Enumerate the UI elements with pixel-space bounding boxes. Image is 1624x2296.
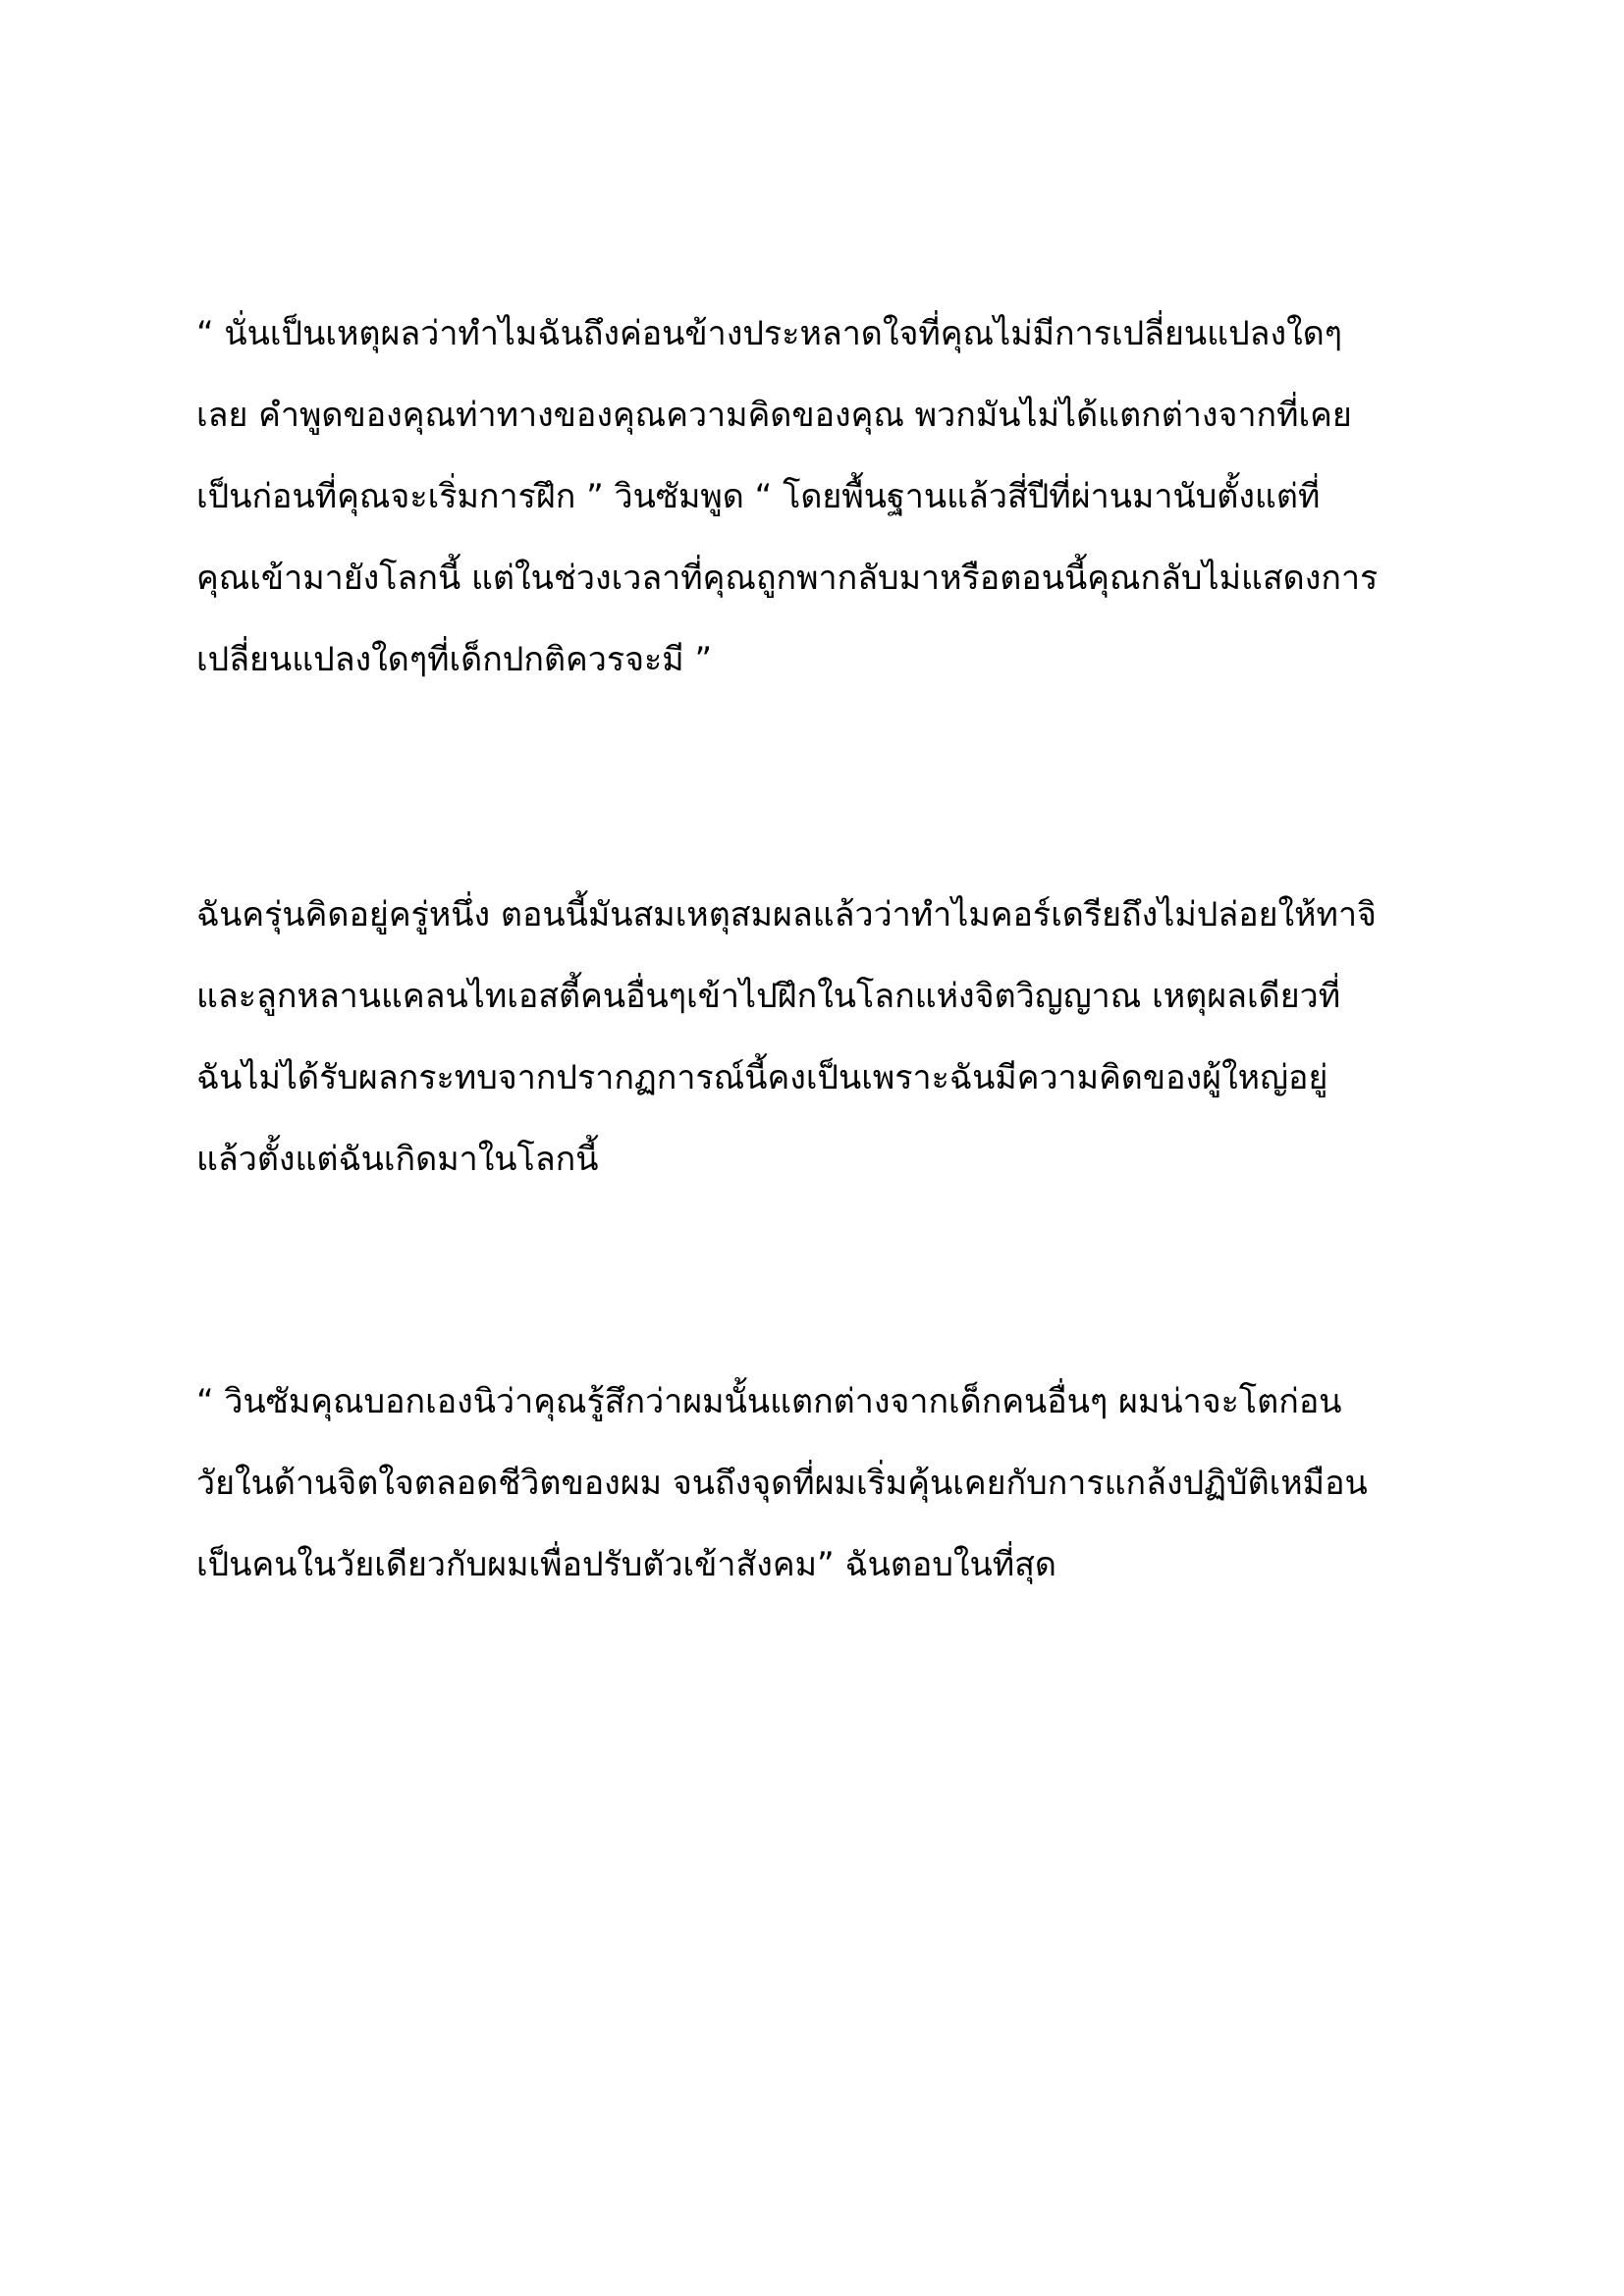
paragraph-line: วัยในด้านจิตใจตลอดชีวิตของผม จนถึงจุดที่ผมเริ่มคุ้นเคยกับการแกล้งปฏิบัติเหมือน [196,1464,1368,1503]
paragraph-line: “ นั่นเป็นเหตุผลว่าทำไมฉันถึงค่อนข้างประหลาดใจที่คุณไม่มีการเปลี่ยนแปลงใดๆ [196,314,1343,353]
paragraph-line: แล้วตั้งแต่ฉันเกิดมาในโลกนี้ [196,1140,599,1179]
paragraph-line: เป็นก่อนที่คุณจะเริ่มการฝึก ” วินซัมพูด “ โดยพื้นฐานแล้วสี่ปีที่ผ่านมานับตั้งแต่ที่ [196,477,1321,516]
paragraph-narration [196,875,1443,1201]
paragraph-line: ฉันครุ่นคิดอยู่ครู่หนึ่ง ตอนนี้มันสมเหตุสมผลแล้วว่าทำไมคอร์เดรียถึงไม่ปล่อยให้ทาจิ [196,895,1377,934]
paragraph-line: และลูกหลานแคลนไทเอสตี้คนอื่นๆเข้าไปฝึกในโลกแห่งจิตวิญญาณ เหตุผลเดียวที่ [196,977,1341,1016]
paragraph-dialogue-reply [196,1362,1443,1606]
paragraph-line: เป็นคนในวัยเดียวกับผมเพื่อปรับตัวเข้าสังคม” ฉันตอบในที่สุด [196,1545,1057,1584]
paragraph-dialogue-winsome [196,294,1443,701]
paragraph-line: “ วินซัมคุณบอกเองนิว่าคุณรู้สึกว่าผมนั้นแตกต่างจากเด็กคนอื่นๆ ผมน่าจะโตก่อน [196,1382,1342,1421]
paragraph-line: เปลี่ยนแปลงใดๆที่เด็กปกติควรจะมี ” [196,640,713,679]
paragraph-line: ฉันไม่ได้รับผลกระทบจากปรากฏการณ์นี้คงเป็นเพราะฉันมีความคิดของผู้ใหญ่อยู่ [196,1058,1328,1097]
paragraph-line: คุณเข้ามายังโลกนี้ แต่ในช่วงเวลาที่คุณถูกพากลับมาหรือตอนนี้คุณกลับไม่แสดงการ [196,559,1379,598]
paragraph-line: เลย คำพูดของคุณท่าทางของคุณความคิดของคุณ พวกมันไม่ได้แตกต่างจากที่เคย [196,396,1352,435]
